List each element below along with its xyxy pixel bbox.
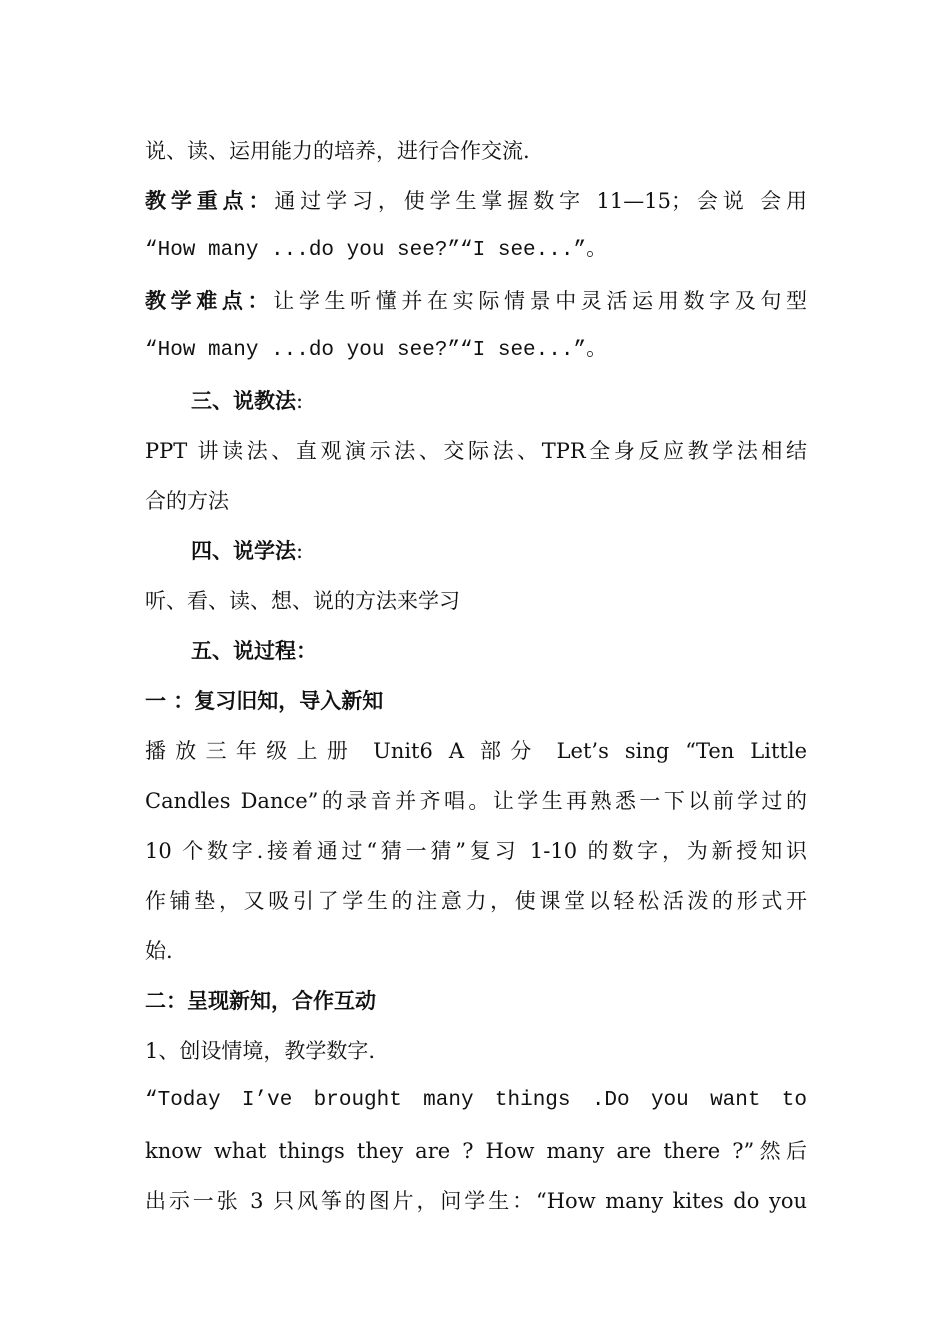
line-text: “How many ...do you see?”“I see...”。 bbox=[145, 339, 608, 362]
text-line bbox=[145, 226, 807, 276]
section-label: 教学重点： bbox=[145, 189, 275, 213]
text-line bbox=[145, 826, 807, 876]
line-text: 1、创设情境，教学数字. bbox=[145, 1039, 376, 1063]
text-line bbox=[145, 1176, 807, 1226]
text-line bbox=[145, 476, 807, 526]
subsection-heading bbox=[145, 676, 807, 726]
line-text: 通过学习，使学生掌握数字 11—15；会说 会用 bbox=[274, 189, 807, 213]
line-text: 让学生听懂并在实际情景中灵活运用数字及句型 bbox=[273, 289, 807, 313]
line-text: 说、读、运用能力的培养，进行合作交流. bbox=[145, 139, 530, 163]
heading-colon: : bbox=[296, 389, 304, 413]
text-line bbox=[145, 276, 807, 326]
heading-text: 五、说过程： bbox=[191, 639, 317, 663]
line-text: 播放三年级上册 Unit6 A 部分 Let’s sing “Ten Little bbox=[145, 739, 807, 763]
line-text: 出示一张 3 只风筝的图片，问学生：“How many kites do you bbox=[145, 1189, 807, 1213]
line-text: 听、看、读、想、说的方法来学习 bbox=[145, 589, 460, 613]
subsection-heading bbox=[145, 976, 807, 1026]
line-text: “How many ...do you see?”“I see...”。 bbox=[145, 239, 608, 262]
heading-text: 四、说学法 bbox=[191, 539, 296, 563]
text-line bbox=[145, 926, 807, 976]
line-text: PPT 讲读法、直观演示法、交际法、TPR全身反应教学法相结 bbox=[145, 439, 807, 463]
text-line bbox=[145, 176, 807, 226]
text-line bbox=[145, 726, 807, 776]
text-line bbox=[145, 426, 807, 476]
text-line bbox=[145, 876, 807, 926]
heading-text: 三、说教法 bbox=[191, 389, 296, 413]
text-line bbox=[145, 776, 807, 826]
text-line bbox=[145, 1076, 807, 1126]
text-line bbox=[145, 326, 807, 376]
heading-text: 一 ：复习旧知，导入新知 bbox=[145, 689, 384, 713]
text-line bbox=[145, 1026, 807, 1076]
text-line bbox=[145, 126, 807, 176]
text-line bbox=[145, 576, 807, 626]
line-text: 合的方法 bbox=[145, 489, 229, 513]
document-body bbox=[145, 126, 807, 1226]
line-text: 作铺垫，又吸引了学生的注意力，使课堂以轻松活泼的形式开 bbox=[145, 889, 807, 913]
text-line bbox=[145, 1126, 807, 1176]
line-text: 10 个数字.接着通过“猜一猜”复习 1-10 的数字，为新授知识 bbox=[145, 839, 807, 863]
section-heading bbox=[145, 526, 807, 576]
section-heading bbox=[145, 376, 807, 426]
line-text: Candles Dance”的录音并齐唱。让学生再熟悉一下以前学过的 bbox=[145, 789, 807, 813]
section-heading bbox=[145, 626, 807, 676]
heading-text: 二：呈现新知，合作互动 bbox=[145, 989, 376, 1013]
heading-colon: : bbox=[296, 539, 304, 563]
section-label: 教学难点： bbox=[145, 289, 274, 313]
line-text: know what things they are ? How many are there ?”然后 bbox=[145, 1139, 807, 1163]
line-text: 始. bbox=[145, 939, 173, 963]
line-text: “Today I’ve brought many things .Do you want to bbox=[145, 1089, 807, 1112]
